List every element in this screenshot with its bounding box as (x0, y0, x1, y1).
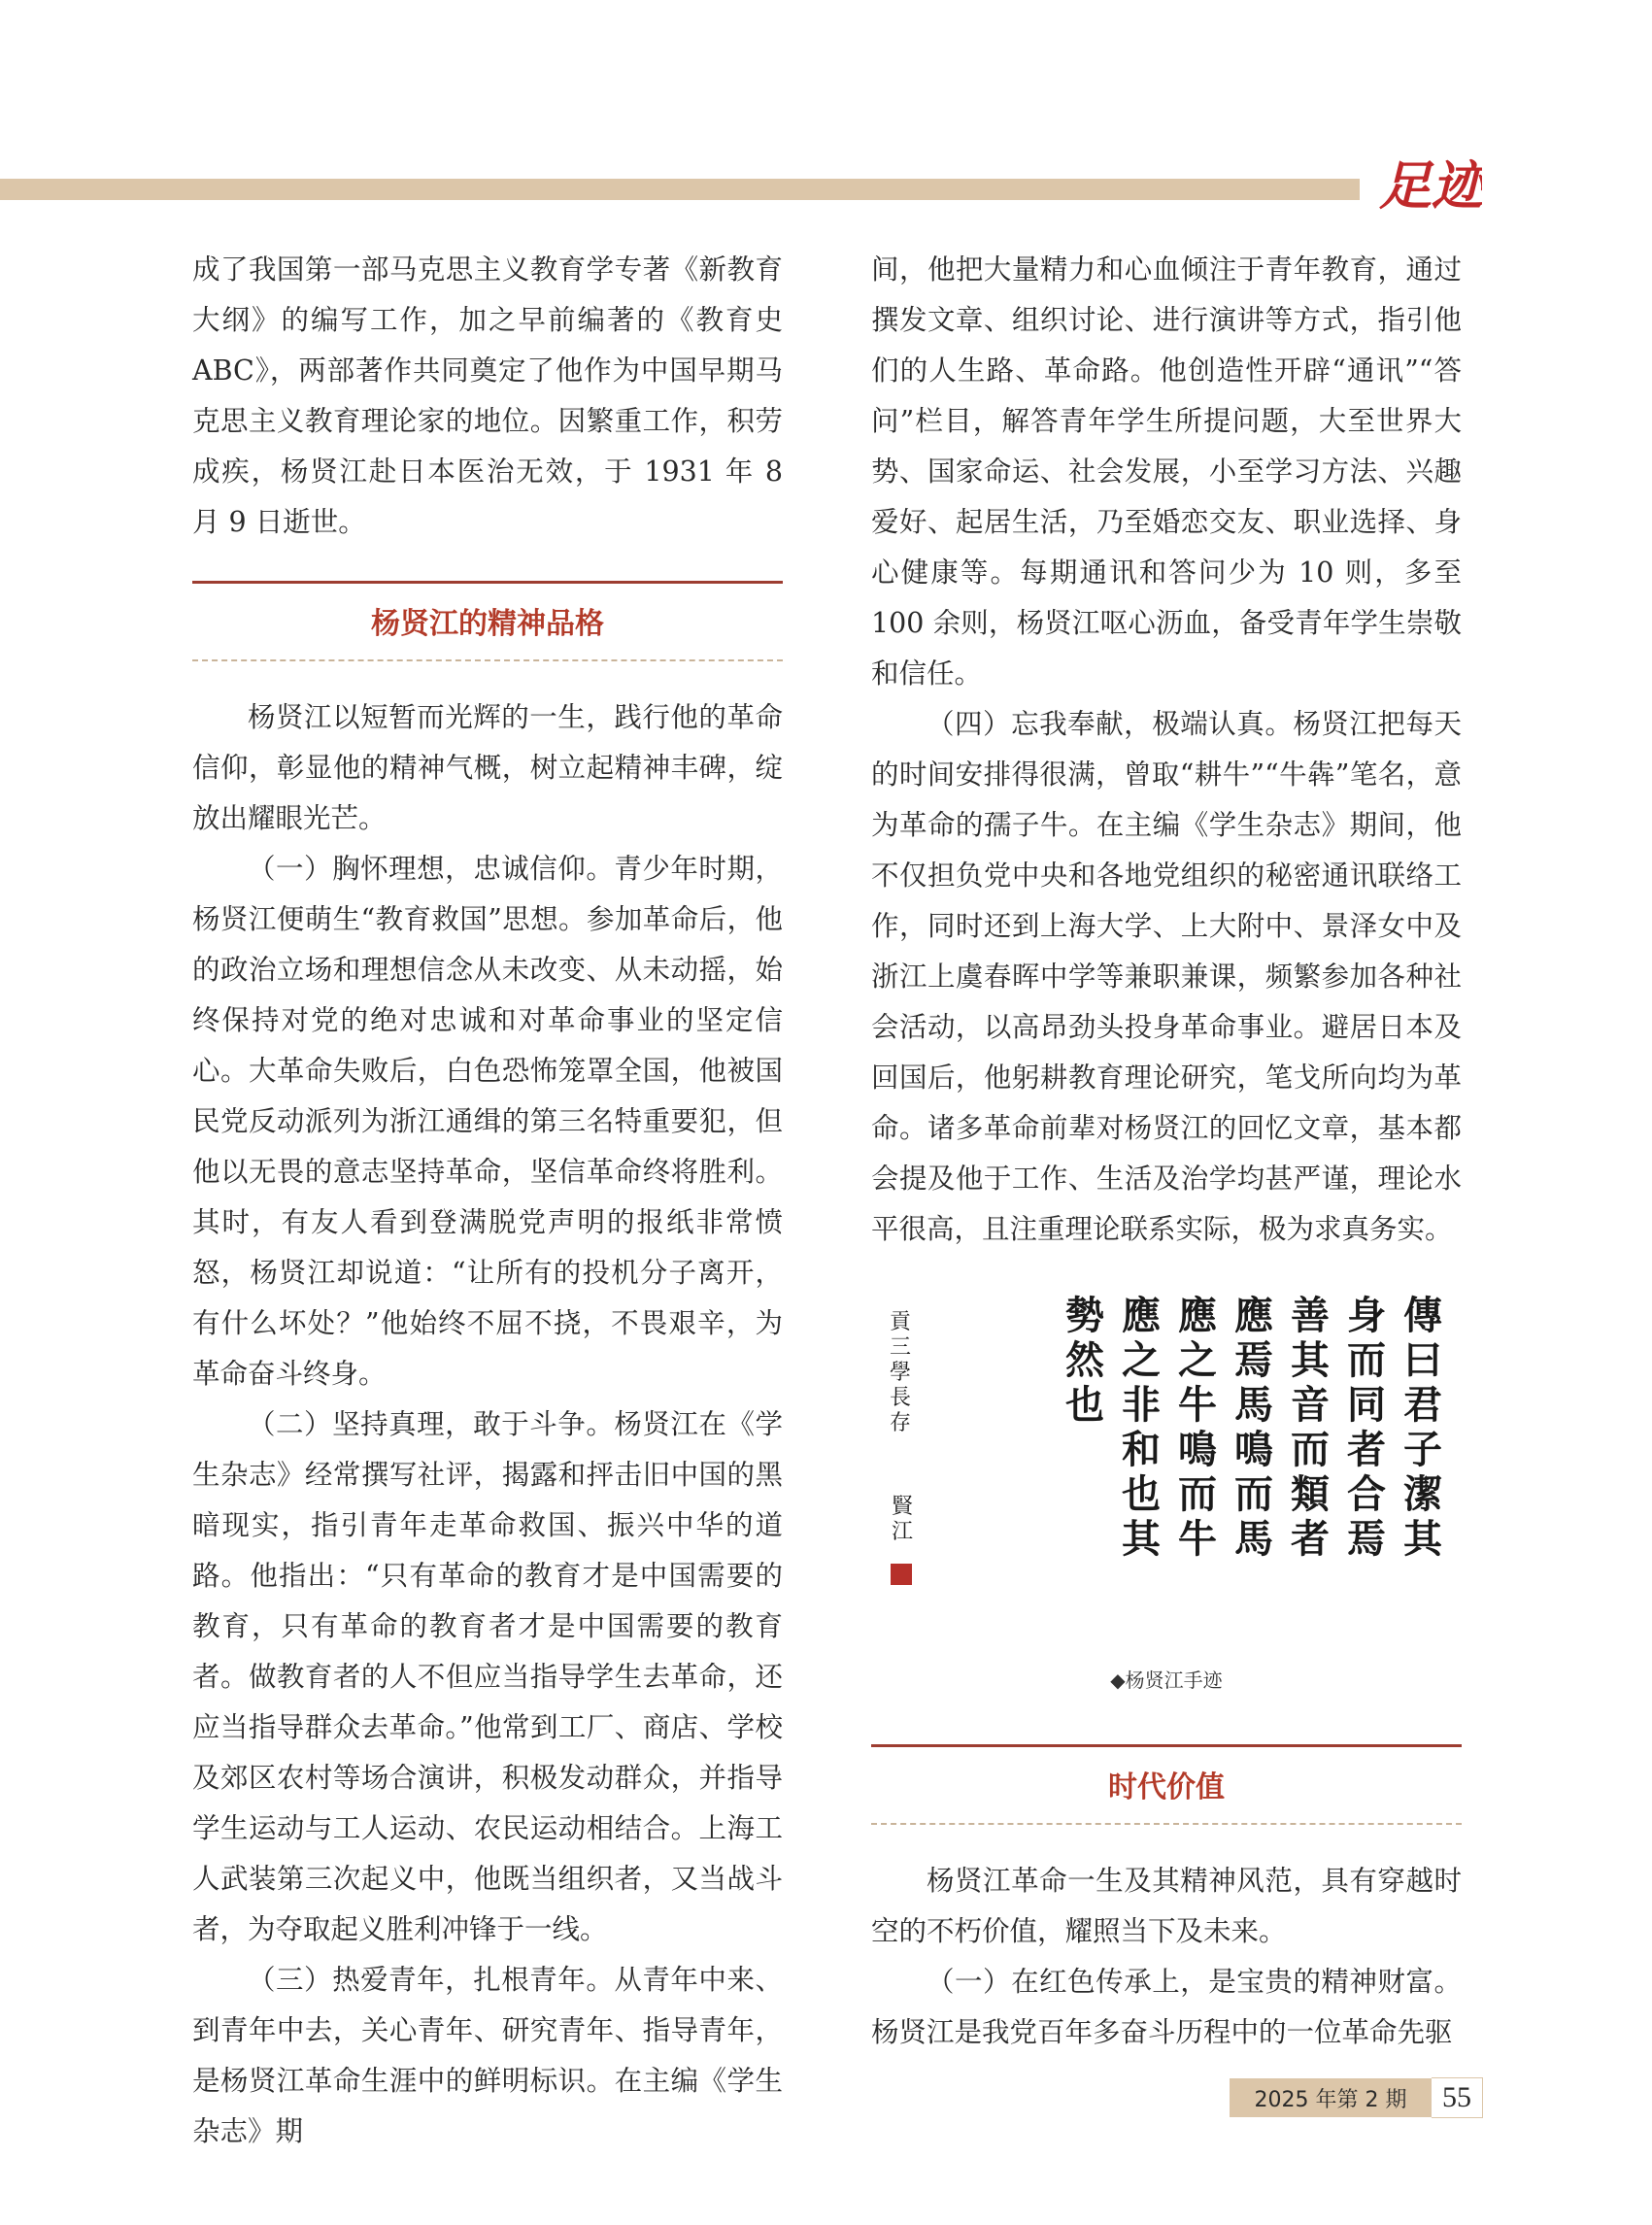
paragraph-body: 从青年中来、到青年中去，关心青年、研究青年、指导青年，是杨贤江革命生涯中的鲜明标识。在主编《学生杂志》期 (192, 1964, 783, 2147)
paragraph-continued: 间，他把大量精力和心血倾注于青年教育，通过撰发文章、组织讨论、进行演讲等方式，指引他们的人生路、革命路。他创造性开辟“通讯”“答问”栏目，解答青年学生所提问题，大至世界大势、国家命运、社会发展，小至学习方法、兴趣爱好、起居生活，乃至婚恋交友、职业选择、身心健康等。每期通讯和答问少为 10 则，多至 100 余则，杨贤江呕心沥血，备受青年学生崇敬和信任。 (871, 253, 1462, 690)
inscription-character: 貢 (889, 1310, 912, 1334)
calligraphy-character: 鳴 (1234, 1427, 1273, 1472)
calligraphy-character: 曰 (1403, 1337, 1442, 1383)
paragraph-item-3 (192, 1955, 783, 2157)
calligraphy-character: 合 (1347, 1471, 1386, 1517)
section-rule-bottom (192, 659, 783, 663)
paragraph-lead: （一）在红色传承上，是宝贵的精神财富。 (927, 1966, 1462, 1998)
calligraphy-character: 和 (1122, 1427, 1161, 1472)
calligraphy-character: 身 (1347, 1293, 1386, 1338)
column-logo (1377, 146, 1482, 223)
calligraphy-character: 之 (1178, 1337, 1217, 1383)
calligraphy-character: 勢 (1065, 1293, 1104, 1338)
paragraph-body: 杨贤江在《学生杂志》经常撰写社评，揭露和抨击旧中国的黑暗现实，指引青年走革命救国、振兴中华的道路。他指出：“只有革命的教育才是中国需要的教育，只有革命的教育者才是中国需要的教育者。做教育者的人不但应当指导学生去革命，还应当指导群众去革命。”他常到工厂、商店、学校及郊区农村等场合演讲，积极发动群众，并指导学生运动与工人运动、农民运动相结合。上海工人武装第三次起义中，他既当组织者，又当战斗者，为夺取起义胜利冲锋于一线。 (192, 1408, 783, 1945)
issue-label: 2025 年第 2 期 (1230, 2078, 1432, 2117)
calligraphy-character: 潔 (1403, 1471, 1442, 1517)
calligraphy-character: 而 (1347, 1337, 1386, 1383)
calligraphy-character: 而 (1178, 1471, 1217, 1517)
section-title: 杨贤江的精神品格 (371, 607, 604, 641)
seal-stamp-icon (891, 1564, 912, 1585)
calligraphy-character: 同 (1347, 1382, 1386, 1428)
inscription-character: 長 (889, 1386, 912, 1410)
paragraph-lead: （一）胸怀理想，忠诚信仰。 (248, 853, 615, 885)
inscription-character: 三 (889, 1335, 912, 1360)
section-title: 时代价值 (1108, 1770, 1225, 1804)
calligraphy-character: 傳 (1403, 1293, 1442, 1338)
paragraph-item-4 (871, 699, 1462, 1255)
calligraphy-character: 馬 (1234, 1516, 1273, 1562)
calligraphy-character: 然 (1065, 1337, 1104, 1383)
calligraphy-character: 也 (1065, 1382, 1104, 1428)
page-footer (1230, 2078, 1483, 2117)
calligraphy-character: 應 (1234, 1293, 1273, 1338)
paragraph-intro: 成了我国第一部马克思主义教育学专著《新教育大纲》的编写工作，加之早前编著的《教育史ABC》，两部著作共同奠定了他作为中国早期马克思主义教育理论家的地位。因繁重工作，积劳成疾，杨贤江赴日本医治无效，于 1931 年 8 月 9 日逝世。 (192, 253, 783, 538)
calligraphy-character: 焉 (1234, 1337, 1273, 1383)
calligraphy-character: 非 (1122, 1382, 1161, 1428)
calligraphy-character: 應 (1178, 1293, 1217, 1338)
section-heading-value (871, 1744, 1462, 1827)
calligraphy-character: 者 (1291, 1516, 1330, 1562)
calligraphy-character: 也 (1122, 1471, 1161, 1517)
signature-character: 江 (891, 1520, 914, 1544)
paragraph-body: 杨贤江把每天的时间安排得很满，曾取“耕牛”“牛犇”笔名，意为革命的孺子牛。在主编《学生杂志》期间，他不仅担负党中央和各地党组织的秘密通讯联络工作，同时还到上海大学、上大附中、景泽女中及浙江上虞春晖中学等兼职兼课，频繁参加各种社会活动，以高昂劲头投身革命事业。避居日本及回国后，他躬耕教育理论研究，笔戈所向均为革命。诸多革命前辈对杨贤江的回忆文章，基本都会提及他于工作、生活及治学均甚严谨，理论水平很高，且注重理论联系实际，极为求真务实。 (871, 708, 1462, 1245)
paragraph-body: 杨贤江是我党百年多奋斗历程中的一位革命先驱 (871, 2016, 1453, 2048)
calligraphy-character: 焉 (1347, 1516, 1386, 1562)
logo-text: 足迹 (1379, 154, 1482, 217)
section-heading-spirit (192, 581, 783, 663)
calligraphy-character: 類 (1291, 1471, 1330, 1517)
calligraphy-character: 而 (1234, 1471, 1273, 1517)
inscription-character: 學 (889, 1361, 912, 1385)
paragraph-lead: （二）坚持真理，敢于斗争。 (248, 1408, 615, 1440)
left-column (192, 245, 783, 2157)
calligraphy-character: 君 (1403, 1382, 1442, 1428)
image-caption: ◆杨贤江手迹 (1110, 1669, 1223, 1692)
calligraphy-character: 鳴 (1178, 1427, 1217, 1472)
right-column (871, 245, 1462, 2058)
calligraphy-character: 其 (1291, 1337, 1330, 1383)
calligraphy-character: 牛 (1178, 1516, 1217, 1562)
paragraph-item-1 (192, 844, 783, 1399)
calligraphy-image (871, 1290, 1462, 1647)
calligraphy-character: 之 (1122, 1337, 1161, 1383)
paragraph-item-5 (871, 1957, 1462, 2058)
page-number: 55 (1432, 2077, 1483, 2118)
calligraphy-character: 者 (1347, 1427, 1386, 1472)
calligraphy-character: 牛 (1178, 1382, 1217, 1428)
paragraph-value-intro: 杨贤江革命一生及其精神风范，具有穿越时空的不朽价值，耀照当下及未来。 (871, 1865, 1462, 1947)
section-rule-bottom (871, 1823, 1462, 1827)
calligraphy-character: 而 (1291, 1427, 1330, 1472)
calligraphy-character: 應 (1122, 1293, 1161, 1338)
paragraph-spirit-intro: 杨贤江以短暂而光辉的一生，践行他的革命信仰，彰显他的精神气概，树立起精神丰碑，绽放出耀眼光芒。 (192, 701, 783, 834)
calligraphy-artwork (871, 1290, 1462, 1647)
signature-character: 賢 (891, 1495, 914, 1519)
paragraph-lead: （四）忘我奉献，极端认真。 (927, 708, 1294, 740)
calligraphy-character: 音 (1291, 1382, 1330, 1428)
paragraph-item-2 (192, 1399, 783, 1955)
calligraphy-character: 其 (1403, 1516, 1442, 1562)
inscription-character: 存 (889, 1411, 912, 1435)
calligraphy-character: 善 (1291, 1293, 1330, 1338)
calligraphy-character: 子 (1403, 1427, 1442, 1472)
paragraph-body: 青少年时期，杨贤江便萌生“教育救国”思想。参加革命后，他的政治立场和理想信念从未改变、从未动摇，始终保持对党的绝对忠诚和对革命事业的坚定信心。大革命失败后，白色恐怖笼罩全国，他被国民党反动派列为浙江通缉的第三名特重要犯，但他以无畏的意志坚持革命，坚信革命终将胜利。其时，有友人看到登满脱党声明的报纸非常愤怒，杨贤江却说道：“让所有的投机分子离开，有什么坏处？”他始终不屈不挠，不畏艰辛，为革命奋斗终身。 (192, 853, 783, 1390)
calligraphy-character: 其 (1122, 1516, 1161, 1562)
header-band (0, 179, 1360, 200)
calligraphy-character: 馬 (1234, 1382, 1273, 1428)
paragraph-lead: （三）热爱青年，扎根青年。 (248, 1964, 615, 1996)
